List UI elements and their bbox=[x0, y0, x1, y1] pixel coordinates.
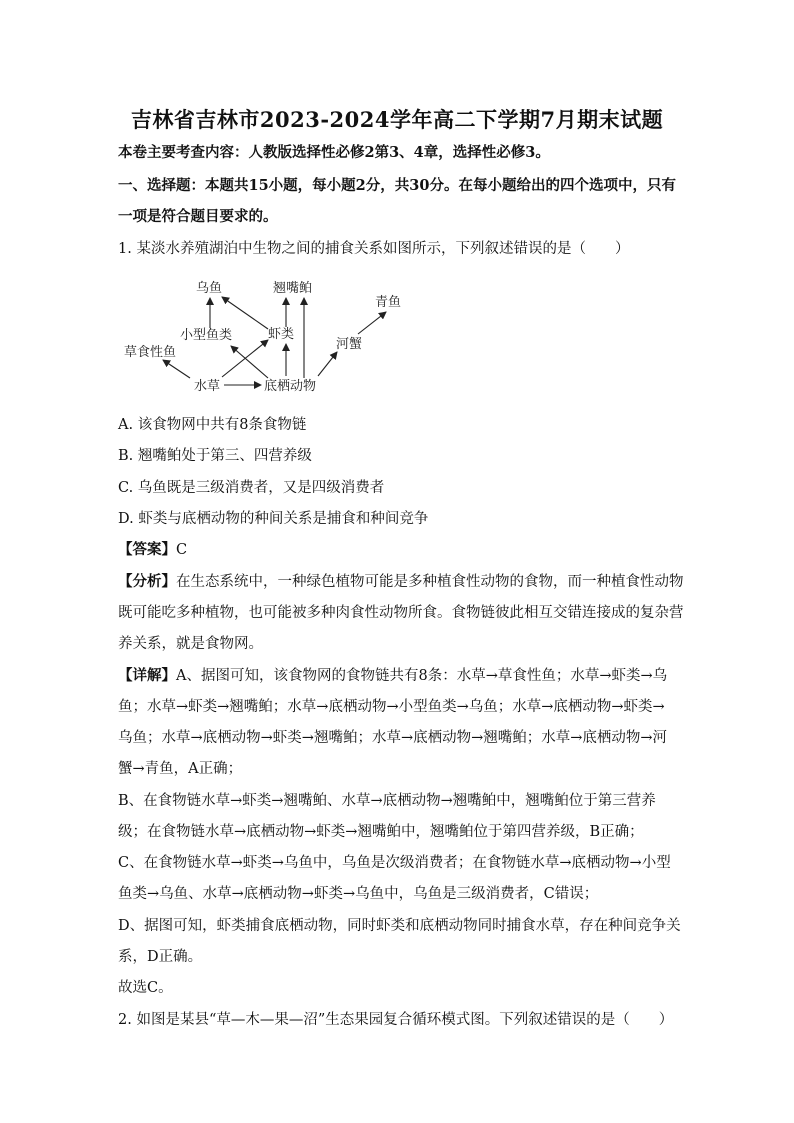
answer-value: C bbox=[176, 542, 188, 558]
detail-line-9: D、据图可知，虾类捕食底栖动物，同时虾类和底栖动物同时捕食水草，存在种间竞争关 bbox=[118, 918, 681, 934]
node-wuyu: 乌鱼 bbox=[196, 281, 223, 296]
answer-line bbox=[118, 540, 678, 560]
section-heading-line1: 一、选择题：本题共15小题，每小题2分，共30分。在每小题给出的四个选项中，只有 bbox=[118, 177, 676, 194]
question-2-stem: 2. 如图是某县“草—木—果—沼”生态果园复合循环模式图。下列叙述错误的是（ ） bbox=[118, 1012, 674, 1028]
option-c: C. 乌鱼既是三级消费者，又是四级消费者 bbox=[118, 480, 385, 496]
analysis-tag: 【分析】 bbox=[118, 573, 176, 590]
page-title: 吉林省吉林市2023-2024学年高二下学期7月期末试题 bbox=[130, 107, 664, 132]
detail-line-3: 乌鱼；水草→底栖动物→虾类→翘嘴鲌；水草→底栖动物→翘嘴鲌；水草→底栖动物→河 bbox=[118, 730, 668, 746]
node-xiaoxingyulei: 小型鱼类 bbox=[180, 328, 233, 343]
detail-line-11: 故选C。 bbox=[118, 980, 173, 996]
node-qingyu: 青鱼 bbox=[375, 295, 402, 310]
detail-line-1 bbox=[118, 666, 678, 686]
detail-line-2: 鱼；水草→虾类→翘嘴鲌；水草→底栖动物→小型鱼类→乌鱼；水草→底栖动物→虾类→ bbox=[118, 699, 665, 715]
node-chizuipao: 翘嘴鲌 bbox=[273, 281, 313, 296]
option-d: D. 虾类与底栖动物的种间关系是捕食和种间竞争 bbox=[118, 511, 429, 527]
analysis-line-3: 养关系，就是食物网。 bbox=[118, 636, 263, 652]
arrow-diqi-to-xiaoxing bbox=[231, 346, 268, 378]
arrow-diqi-to-hexie bbox=[318, 352, 337, 376]
arrow-xialei-to-wuyu bbox=[222, 297, 268, 329]
detail-tag: 【详解】 bbox=[118, 667, 176, 684]
detail-line-5: B、在食物链水草→虾类→翘嘴鲌、水草→底栖动物→翘嘴鲌中，翘嘴鲌位于第三营养 bbox=[118, 793, 656, 809]
node-caoshixingyu: 草食性鱼 bbox=[124, 345, 177, 360]
node-diqidongwu: 底栖动物 bbox=[264, 379, 317, 394]
node-shuicao: 水草 bbox=[194, 379, 221, 394]
analysis-line-2: 既可能吃多种植物，也可能被多种肉食性动物所食。食物链彼此相互交错连接成的复杂营 bbox=[118, 605, 684, 621]
section-heading-line2: 一项是符合题目要求的。 bbox=[118, 208, 278, 225]
answer-tag: 【答案】 bbox=[118, 541, 176, 558]
detail-line-7: C、在食物链水草→虾类→乌鱼中，乌鱼是次级消费者；在食物链水草→底栖动物→小型 bbox=[118, 855, 671, 871]
intro-text: 本卷主要考查内容：人教版选择性必修2第3、4章，选择性必修3。 bbox=[118, 144, 550, 161]
detail-text: A、据图可知，该食物网的食物链共有8条：水草→草食性鱼；水草→虾类→乌 bbox=[176, 668, 668, 684]
arrow-hexie-to-qingyu bbox=[358, 312, 386, 334]
detail-line-6: 级；在食物链水草→底栖动物→虾类→翘嘴鲌中，翘嘴鲌位于第四营养级，B正确； bbox=[118, 824, 644, 840]
detail-line-8: 鱼类→乌鱼、水草→底栖动物→虾类→乌鱼中，乌鱼是三级消费者，C错误； bbox=[118, 886, 599, 902]
detail-line-10: 系，D正确。 bbox=[118, 949, 203, 965]
food-web-diagram bbox=[118, 272, 418, 402]
arrow-shuicao-to-caoshi bbox=[163, 360, 190, 378]
analysis-text: 在生态系统中，一种绿色植物可能是多种植食性动物的食物，而一种植食性动物 bbox=[176, 574, 684, 590]
option-a: A. 该食物网中共有8条食物链 bbox=[118, 417, 307, 433]
question-1-stem: 1. 某淡水养殖湖泊中生物之间的捕食关系如图所示，下列叙述错误的是（ ） bbox=[118, 241, 630, 257]
node-hexie: 河蟹 bbox=[336, 337, 363, 352]
node-xialei: 虾类 bbox=[268, 327, 295, 342]
option-b: B. 翘嘴鲌处于第三、四营养级 bbox=[118, 448, 312, 464]
detail-line-4: 蟹→青鱼，A正确； bbox=[118, 761, 243, 777]
analysis-line-1 bbox=[118, 572, 684, 592]
